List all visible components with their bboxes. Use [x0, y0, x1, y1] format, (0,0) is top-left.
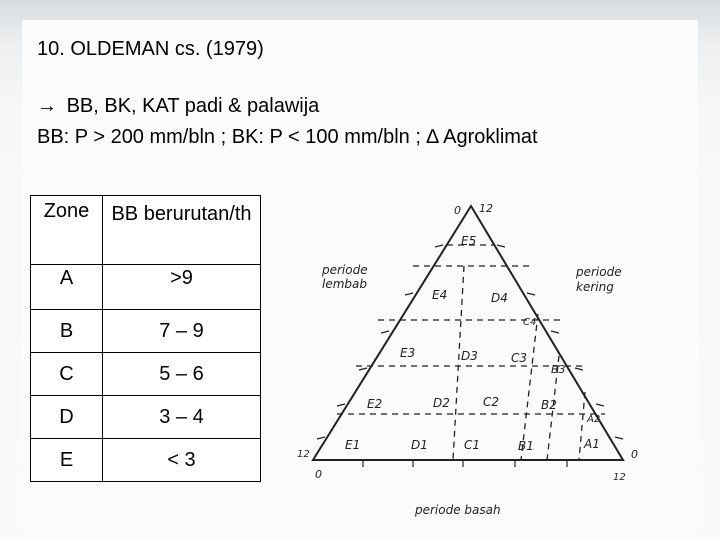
table-row — [31, 353, 261, 396]
zone-label: E1 — [345, 438, 361, 452]
right-label-line-1: periode — [576, 265, 622, 279]
slide-title: 10. OLDEMAN cs. (1979) — [37, 38, 264, 60]
bullet-text: BB, BK, KAT padi & palawija — [66, 95, 320, 117]
zone-table — [30, 195, 261, 482]
table-row — [31, 265, 261, 310]
zone-label: A1 — [584, 437, 600, 451]
zone-cell: B — [31, 310, 103, 353]
header-zone: Zone — [31, 196, 103, 265]
zone-label: D3 — [461, 349, 478, 363]
bb-cell: 7 – 9 — [103, 310, 261, 353]
zone-label: B3 — [551, 363, 566, 376]
table-row — [31, 310, 261, 353]
zone-label: C1 — [464, 438, 481, 452]
zone-label: C2 — [483, 395, 500, 409]
right-corner-twelve: 12 — [613, 472, 626, 483]
agroclimate-triangle-diagram — [285, 192, 665, 527]
arrow-right-icon: → — [37, 95, 57, 117]
zone-cell: C — [31, 353, 103, 396]
zone-label: D2 — [433, 396, 450, 410]
table-header-row — [31, 196, 261, 265]
zone-cell: A — [31, 265, 103, 310]
zone-label: E4 — [432, 288, 448, 302]
left-label-line-2: lembab — [322, 277, 367, 291]
zone-label: D4 — [491, 291, 508, 305]
bottom-label: periode basah — [415, 503, 501, 517]
left-label-line-1: periode — [322, 263, 368, 277]
zone-cell: E — [31, 439, 103, 482]
apex-label-twelve: 12 — [479, 202, 493, 215]
left-corner-twelve: 12 — [297, 449, 310, 460]
zone-label: C3 — [511, 351, 528, 365]
zone-label: C4 — [523, 317, 537, 328]
bb-cell: >9 — [103, 265, 261, 310]
apex-label-zero: 0 — [454, 204, 461, 217]
zone-label: E3 — [400, 346, 416, 360]
zone-cell: D — [31, 396, 103, 439]
zone-label: E2 — [367, 397, 383, 411]
bb-cell: 5 – 6 — [103, 353, 261, 396]
left-corner-zero: 0 — [315, 468, 322, 481]
zone-label: A2 — [587, 414, 601, 425]
header-bb: BB berurutan/th — [103, 196, 261, 265]
right-corner-zero: 0 — [631, 448, 638, 461]
zone-labels — [345, 234, 600, 453]
table-row — [31, 396, 261, 439]
zone-label: E5 — [461, 234, 477, 248]
definition-text: BB: P > 200 mm/bln ; BK: P < 100 mm/bln ; ∆ Agroklimat — [37, 126, 538, 148]
zone-label: B1 — [518, 439, 534, 453]
zone-label: D1 — [411, 438, 428, 452]
bb-cell: 3 – 4 — [103, 396, 261, 439]
bb-cell: < 3 — [103, 439, 261, 482]
table-row — [31, 439, 261, 482]
right-label-line-2: kering — [576, 280, 614, 294]
zone-label: B2 — [541, 398, 557, 412]
bullet-line — [37, 95, 319, 118]
